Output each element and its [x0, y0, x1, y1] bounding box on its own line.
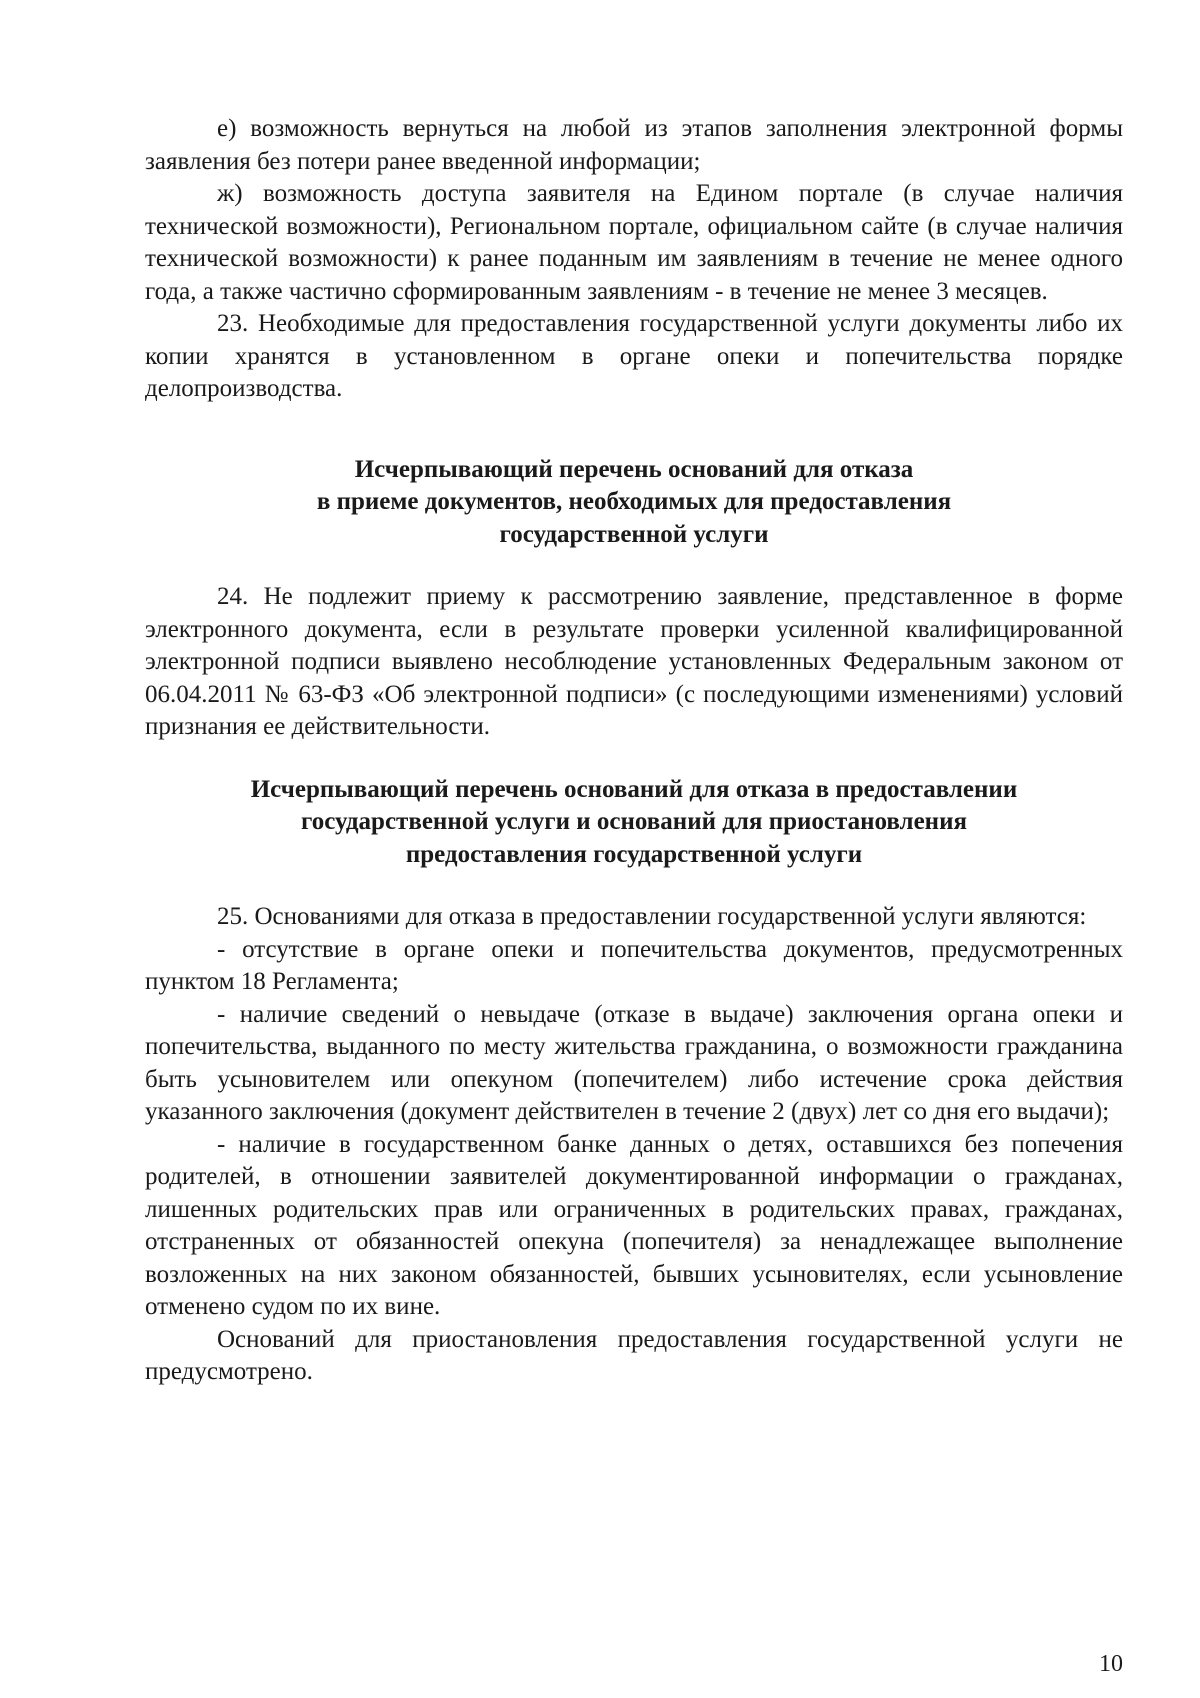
heading-line: государственной услуги и оснований для приостановления	[300, 808, 967, 835]
spacer	[145, 551, 1123, 581]
page-content	[145, 113, 1123, 1389]
spacer	[145, 871, 1123, 901]
list-item-conclusion-refusal: - наличие сведений о невыдаче (отказе в выдаче) заключения органа опеки и попечительства, выданного по месту жительства гражданина, о возможности гражданина быть усыновителем или опекуном (попечителем) либо истечение срока действия указанного заключения (документ действителен в течение 2 (двух) лет со дня его выдачи);	[145, 1000, 1123, 1125]
page-number: 10	[1099, 1651, 1123, 1677]
spacer	[145, 744, 1123, 774]
paragraph-24: 24. Не подлежит приему к рассмотрению заявление, представленное в форме электронного документа, если в результате проверки усиленной квалифицированной электронной подписи выявлено несоблюдение установленных Федеральным законом от 06.04.2011 № 63-ФЗ «Об электронной подписи» (с последующими изменениями) условий признания ее действительности.	[145, 583, 1123, 740]
section-heading-refusal-service	[145, 774, 1123, 872]
heading-line: Исчерпывающий перечень оснований для отказа	[354, 455, 914, 483]
list-item-missing-documents: - отсутствие в органе опеки и попечительства документов, предусмотренных пунктом 18 Регламента;	[145, 935, 1123, 995]
heading-line: предоставления государственной услуги	[405, 840, 863, 868]
paragraph-no-suspension: Оснований для приостановления предоставления государственной услуги не предусмотрено.	[145, 1325, 1123, 1385]
heading-line: Исчерпывающий перечень оснований для отказа в предоставлении	[250, 775, 1018, 803]
section-heading-refusal-acceptance	[145, 454, 1123, 552]
paragraph-23: 23. Необходимые для предоставления государственной услуги документы либо их копии хранятся в установленном в органе опеки и попечительства порядке делопроизводства.	[145, 310, 1123, 402]
list-item-data-bank: - наличие в государственном банке данных о детях, оставшихся без попечения родителей, в отношении заявителей документированной информации о гражданах, лишенных родительских прав или ограниченных в родительских правах, гражданах, отстраненных от обязанностей опекуна (попечителя) за ненадлежащее выполнение возложенных на них законом обязанностей, бывших усыновителях, если усыновление отменено судом по их вине.	[145, 1130, 1123, 1320]
heading-line: в приеме документов, необходимых для предоставления	[316, 488, 952, 515]
paragraph-item-zh: ж) возможность доступа заявителя на Едином портале (в случае наличия технической возможности), Региональном портале, официальном сайте (в случае наличия технической возможности) к ранее поданным им заявлениям в течение не менее одного года, а также частично сформированным заявлениям - в течение не менее 3 месяцев.	[145, 180, 1123, 305]
paragraph-item-e: е) возможность вернуться на любой из этапов заполнения электронной формы заявления без потери ранее введенной информации;	[145, 115, 1123, 175]
spacer	[145, 406, 1123, 454]
paragraph-25: 25. Основаниями для отказа в предоставлении государственной услуги являются:	[217, 903, 1087, 930]
heading-line: государственной услуги	[499, 520, 769, 548]
